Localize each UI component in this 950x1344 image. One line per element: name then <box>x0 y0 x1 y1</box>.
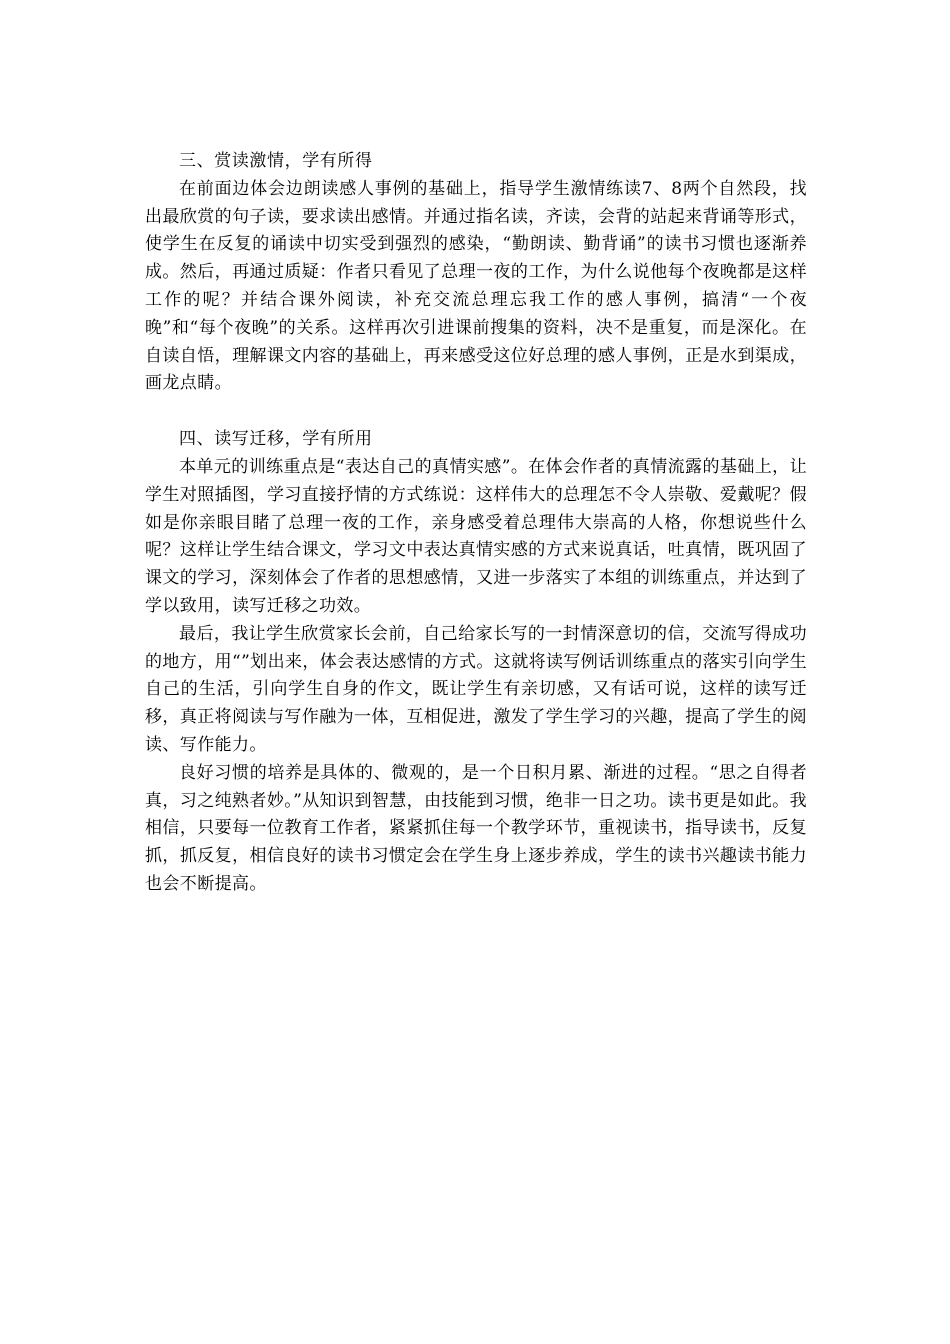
section-reading-writing-transfer <box>145 426 807 899</box>
section-heading: 三、赏读激情，学有所得 <box>179 151 373 171</box>
paragraph: 本单元的训练重点是“表达自己的真情实感”。在体会作者的真情流露的基础上，让学生对照插图，学习直接抒情的方式练说：这样伟大的总理怎不令人崇敬、爱戴呢？假如是你亲眼目睹了总理一夜的工作，亲身感受着总理伟大崇高的人格，你想说些什么呢？这样让学生结合课文，学习文中表达真情实感的方式来说真话，吐真情，既巩固了课文的学习，深刻体会了作者的思想感情，又进一步落实了本组的训练重点，并达到了学以致用，读写迁移之功效。 <box>145 456 807 616</box>
document-body <box>145 148 807 899</box>
section-appreciative-reading <box>145 148 807 398</box>
paragraph: 最后，我让学生欣赏家长会前，自己给家长写的一封情深意切的信，交流写得成功的地方，用“”划出来，体会表达感情的方式。这就将读写例话训练重点的落实引向学生自己的生活，引向学生自身的作文，既让学生有亲切感，又有话可说，这样的读写迁移，真正将阅读与写作融为一体，互相促进，激发了学生学习的兴趣，提高了学生的阅读、写作能力。 <box>145 623 807 755</box>
section-heading: 四、读写迁移，学有所用 <box>179 429 373 450</box>
paragraph: 良好习惯的培养是具体的、微观的，是一个日积月累、渐进的过程。“思之自得者真，习之纯熟者妙。”从知识到智慧，由技能到习惯，绝非一日之功。读书更是如此。我相信，只要每一位教育工作者，紧紧抓住每一个教学环节，重视读书，指导读书，反复抓，抓反复，相信良好的读书习惯定会在学生身上逐步养成，学生的读书兴趣读书能力也会不断提高。 <box>145 762 807 894</box>
paragraph: 在前面边体会边朗读感人事例的基础上，指导学生激情练读7、8两个自然段，找出最欣赏的句子读，要求读出感情。并通过指名读，齐读，会背的站起来背诵等形式，使学生在反复的诵读中切实受到强烈的感染，“勤朗读、勤背诵”的读书习惯也逐渐养成。然后，再通过质疑：作者只看见了总理一夜的工作，为什么说他每个夜晚都是这样工作的呢？并结合课外阅读，补充交流总理忘我工作的感人事例，搞清“一个夜晚”和“每个夜晚”的关系。这样再次引进课前搜集的资料，决不是重复，而是深化。在自读自悟，理解课文内容的基础上，再来感受这位好总理的感人事例，正是水到渠成，画龙点睛。 <box>145 178 807 394</box>
